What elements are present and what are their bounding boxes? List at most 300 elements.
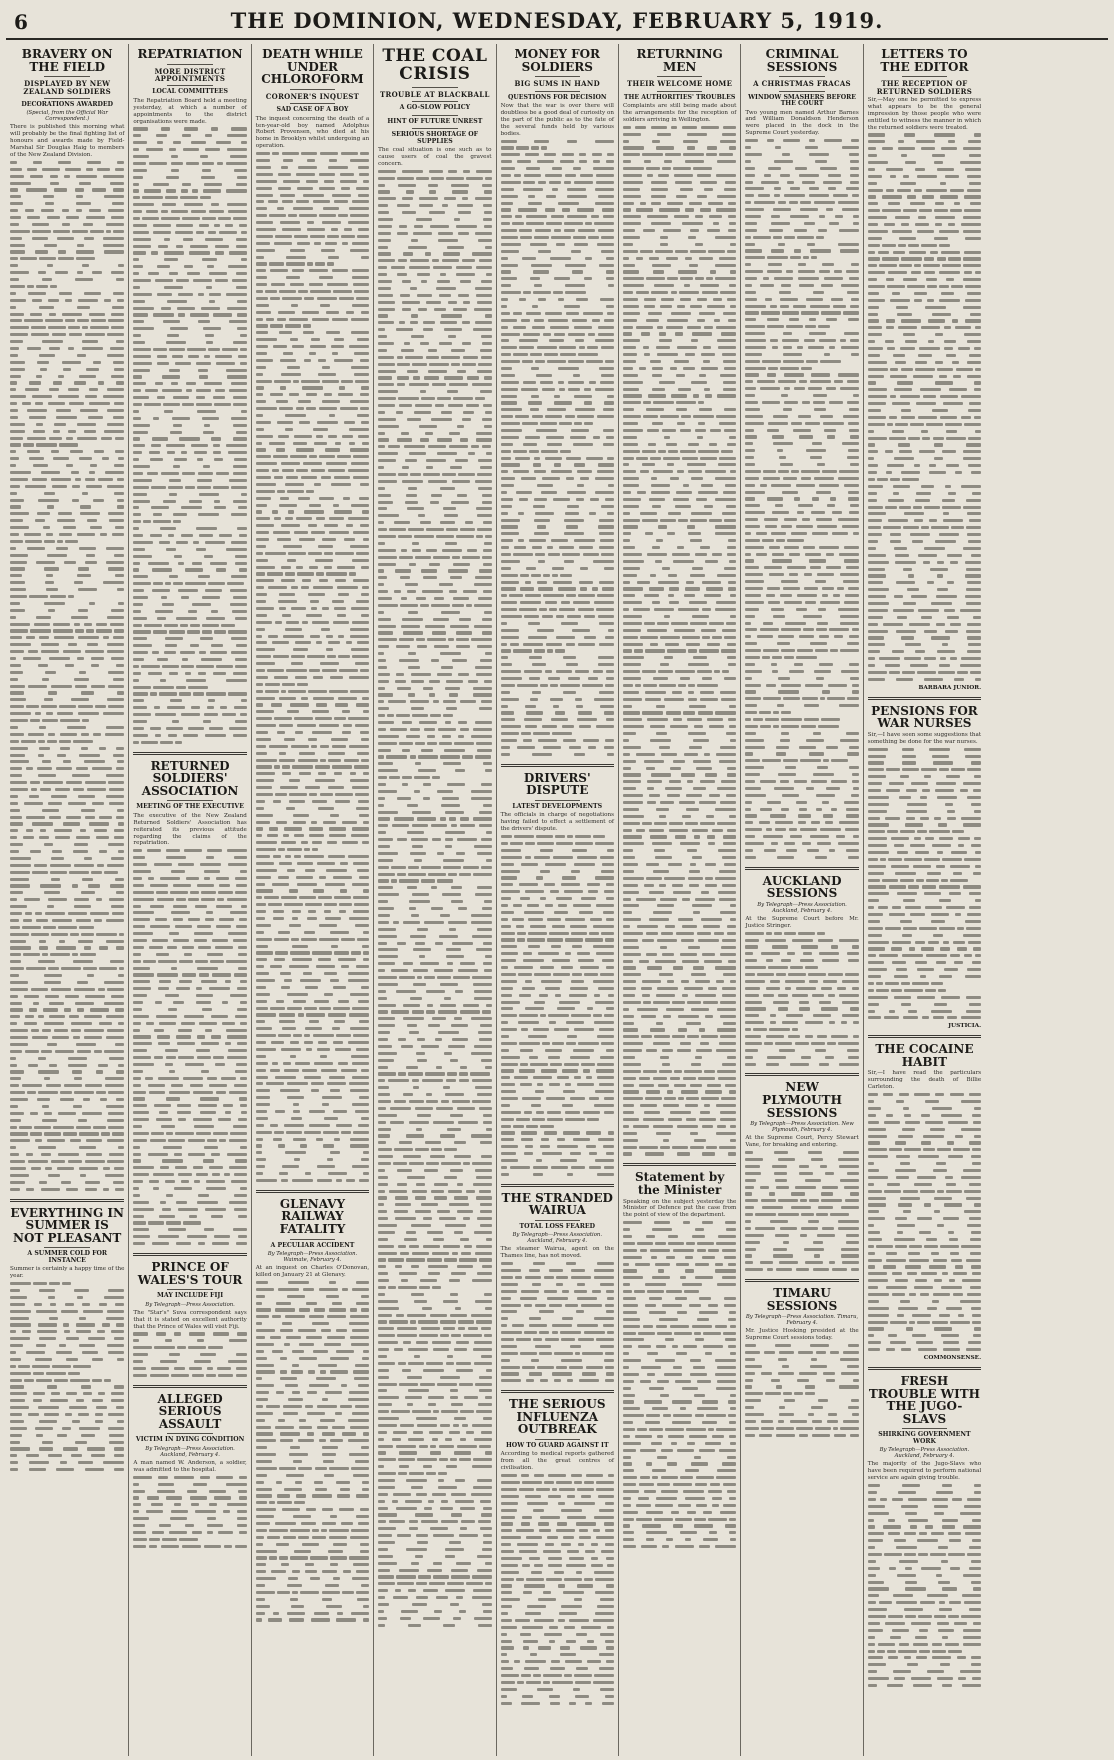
- text-line: [378, 595, 491, 602]
- text-line: [501, 1658, 614, 1665]
- article: [10, 1199, 124, 1474]
- text-line: [745, 509, 858, 516]
- text-line: [133, 999, 246, 1006]
- text-line: [868, 559, 981, 566]
- text-line: [378, 1112, 491, 1119]
- text-line: [745, 716, 858, 723]
- text-line: [745, 433, 858, 440]
- text-line: [745, 999, 858, 1006]
- text-line: [10, 400, 124, 407]
- article-byline: By Telegraph—Press Association. New Plymouth, February 4.: [750, 1121, 854, 1134]
- text-line: [378, 802, 491, 809]
- text-line: [378, 740, 491, 747]
- article: [501, 764, 614, 1178]
- text-line: [868, 1098, 981, 1105]
- text-line: [745, 957, 858, 964]
- article: [868, 48, 981, 691]
- text-line: [623, 420, 736, 427]
- text-line: [378, 1339, 491, 1346]
- headline-rule: [657, 91, 702, 92]
- text-line: [256, 1087, 369, 1094]
- text-line: [378, 1077, 491, 1084]
- text-line: [378, 1126, 491, 1133]
- text-line: [745, 792, 858, 799]
- text-line: [378, 230, 491, 237]
- text-line: [10, 524, 124, 531]
- text-line: [378, 1415, 491, 1422]
- text-line: [868, 1222, 981, 1229]
- text-line: [501, 1596, 614, 1603]
- text-line: [501, 406, 614, 413]
- text-line: [623, 682, 736, 689]
- text-line: [623, 406, 736, 413]
- text-line: [10, 1280, 124, 1287]
- text-line: [256, 1520, 369, 1527]
- article-text: There is published this morning what will probably be the final fighting list of honours and awards made by Field-Marshal Sir Douglas Haig to members of the New Zealand Division.: [10, 124, 125, 158]
- text-line: [256, 1492, 369, 1499]
- text-line: [10, 944, 124, 951]
- text-line: [10, 262, 124, 269]
- text-line: [745, 1383, 858, 1390]
- text-line: [133, 1040, 246, 1047]
- text-line: [501, 572, 614, 579]
- text-line: [10, 538, 124, 545]
- text-line: [868, 166, 981, 173]
- text-line: [745, 454, 858, 461]
- text-line: [745, 806, 858, 813]
- text-line: [10, 579, 124, 586]
- text-line: [623, 778, 736, 785]
- text-line: [133, 889, 246, 896]
- text-line: [133, 174, 246, 181]
- text-line: [868, 1544, 981, 1551]
- text-line: [501, 1067, 614, 1074]
- text-line: [10, 820, 124, 827]
- text-line: [868, 255, 981, 262]
- text-line: [623, 1006, 736, 1013]
- text-line: [10, 1165, 124, 1172]
- text-line: [868, 835, 981, 842]
- text-line: [623, 1536, 736, 1543]
- text-line: [133, 1089, 246, 1096]
- text-line: [378, 188, 491, 195]
- text-line: [133, 985, 246, 992]
- text-line: [501, 1288, 614, 1295]
- text-line: [256, 1368, 369, 1375]
- text-line: [256, 1582, 369, 1589]
- text-line: [256, 646, 369, 653]
- text-line: [745, 826, 858, 833]
- text-line: [133, 263, 246, 270]
- text-line: [501, 1555, 614, 1562]
- text-line: [501, 1302, 614, 1309]
- text-line: [10, 1062, 124, 1069]
- article-text: The majority of the Jugo-Slavs who have been required to perform national service are again giving trouble.: [867, 1461, 982, 1482]
- text-line: [501, 255, 614, 262]
- text-line: [623, 1075, 736, 1082]
- text-line: [501, 730, 614, 737]
- text-line: [745, 1370, 858, 1377]
- text-line: [256, 1451, 369, 1458]
- text-line: [501, 489, 614, 496]
- text-line: [501, 234, 614, 241]
- text-line: [745, 544, 858, 551]
- text-line: [256, 1177, 369, 1184]
- text-line: [256, 1293, 369, 1300]
- text-line: [10, 786, 124, 793]
- text-line: [256, 1053, 369, 1060]
- text-line: [10, 1452, 124, 1459]
- text-line: [623, 909, 736, 916]
- text-line: [10, 621, 124, 628]
- text-line: [378, 809, 491, 816]
- text-line: [623, 241, 736, 248]
- text-line: [501, 696, 614, 703]
- columns: [6, 44, 1108, 1756]
- text-line: [378, 1518, 491, 1525]
- article: [256, 48, 369, 1184]
- text-line: [623, 296, 736, 303]
- text-line: [501, 1693, 614, 1700]
- text-line: [868, 780, 981, 787]
- text-line: [378, 430, 491, 437]
- text-line: [10, 765, 124, 772]
- text-line: [10, 779, 124, 786]
- text-line: [10, 841, 124, 848]
- text-line: [10, 1117, 124, 1124]
- text-line: [501, 1603, 614, 1610]
- text-line: [745, 530, 858, 537]
- text-line: [256, 1499, 369, 1506]
- text-line: [868, 897, 981, 904]
- text-line: [623, 1405, 736, 1412]
- text-line: [378, 361, 491, 368]
- text-line: [623, 1267, 736, 1274]
- text-line: [256, 1596, 369, 1603]
- text-line: [378, 471, 491, 478]
- text-line: [501, 661, 614, 668]
- text-line: [501, 1617, 614, 1624]
- text-line: [378, 988, 491, 995]
- text-line: [501, 579, 614, 586]
- text-line: [256, 887, 369, 894]
- text-line: [745, 1418, 858, 1425]
- article-subheadline: CORONER'S INQUEST: [265, 91, 360, 101]
- text-line: [378, 1622, 491, 1629]
- text-line: [378, 1615, 491, 1622]
- text-line: [501, 1081, 614, 1088]
- text-line: [378, 285, 491, 292]
- text-line: [256, 357, 369, 364]
- text-line: [868, 200, 981, 207]
- text-line: [745, 737, 858, 744]
- text-line: [868, 808, 981, 815]
- text-line: [501, 957, 614, 964]
- text-line: [256, 378, 369, 385]
- text-line: [501, 1651, 614, 1658]
- text-line: [378, 1084, 491, 1091]
- article: [10, 48, 124, 1193]
- text-line: [133, 903, 246, 910]
- text-line: [378, 312, 491, 319]
- article-subheadline: SERIOUS SHORTAGE OF SUPPLIES: [391, 131, 479, 145]
- text-line: [868, 994, 981, 1001]
- text-line: [623, 517, 736, 524]
- text-line: [10, 1000, 124, 1007]
- text-line: [623, 827, 736, 834]
- article-headline: THE SERIOUS INFLUENZA OUTBREAK: [508, 1397, 606, 1437]
- text-line: [623, 1330, 736, 1337]
- text-line: [378, 1436, 491, 1443]
- text-line: [745, 1170, 858, 1177]
- text-line: [623, 882, 736, 889]
- text-line: [378, 829, 491, 836]
- text-line: [623, 1261, 736, 1268]
- text-line: [133, 553, 246, 560]
- text-line: [868, 207, 981, 214]
- text-line: [378, 1546, 491, 1553]
- text-line: [868, 579, 981, 586]
- text-line: [745, 654, 858, 661]
- text-line: [378, 643, 491, 650]
- text-line: [133, 449, 246, 456]
- text-line: [868, 1001, 981, 1008]
- text-line: [501, 868, 614, 875]
- text-line: [256, 1025, 369, 1032]
- text-line: [10, 1068, 124, 1075]
- text-line: [868, 331, 981, 338]
- text-line: [10, 1151, 124, 1158]
- text-line: [10, 965, 124, 972]
- text-line: [623, 289, 736, 296]
- text-line: [501, 1350, 614, 1357]
- text-line: [623, 896, 736, 903]
- text-line: [868, 746, 981, 753]
- text-line: [623, 1419, 736, 1426]
- text-line: [745, 750, 858, 757]
- text-line: [501, 1281, 614, 1288]
- text-line: [868, 1620, 981, 1627]
- text-line: [745, 778, 858, 785]
- text-line: [745, 1397, 858, 1404]
- text-line: [501, 1315, 614, 1322]
- text-line: [868, 1641, 981, 1648]
- text-line: [10, 676, 124, 683]
- text-line: [501, 1005, 614, 1012]
- text-line: [378, 1236, 491, 1243]
- headline-rule: [535, 1220, 580, 1221]
- text-line: [378, 1160, 491, 1167]
- text-line: [378, 202, 491, 209]
- text-line: [133, 463, 246, 470]
- article-text: Now that the war is over there will doubtless be a good deal of curiosity on the part of the public as to the fate of the several funds held by various bodies.: [500, 103, 614, 137]
- text-line: [623, 689, 736, 696]
- text-line: [378, 1222, 491, 1229]
- text-line: [501, 751, 614, 758]
- text-line: [378, 340, 491, 347]
- text-line: [10, 572, 124, 579]
- text-line: [745, 1033, 858, 1040]
- text-line: [745, 757, 858, 764]
- headline-rule: [412, 128, 457, 129]
- text-line: [256, 1279, 369, 1286]
- text-line: [745, 599, 858, 606]
- text-line: [868, 801, 981, 808]
- headline-rule: [535, 1439, 580, 1440]
- text-line: [868, 753, 981, 760]
- text-line: [868, 1682, 981, 1689]
- text-line: [868, 773, 981, 780]
- text-line: [868, 290, 981, 297]
- text-line: [133, 566, 246, 573]
- text-line: [133, 896, 246, 903]
- text-line: [133, 1233, 246, 1240]
- text-line: [868, 662, 981, 669]
- text-line: [868, 621, 981, 628]
- text-line: [10, 331, 124, 338]
- text-line: [501, 475, 614, 482]
- article-text: Sir,—I have read the particulars surrounding the death of Billie Carleton.: [867, 1070, 982, 1091]
- text-line: [10, 366, 124, 373]
- text-line: [10, 248, 124, 255]
- text-line: [623, 1137, 736, 1144]
- text-line: [256, 1355, 369, 1362]
- text-line: [501, 310, 614, 317]
- text-line: [378, 1553, 491, 1560]
- text-line: [378, 333, 491, 340]
- text-line: [745, 633, 858, 640]
- text-line: [868, 911, 981, 918]
- text-line: [256, 970, 369, 977]
- text-line: [10, 862, 124, 869]
- text-line: [133, 291, 246, 298]
- article-headline: Statement by the Minister: [634, 1170, 725, 1197]
- text-line: [745, 688, 858, 695]
- text-line: [256, 881, 369, 888]
- text-line: [745, 199, 858, 206]
- text-line: [378, 554, 491, 561]
- text-line: [745, 137, 858, 144]
- article-subheadline: DECORATIONS AWARDED: [21, 100, 113, 108]
- text-line: [868, 1174, 981, 1181]
- text-line: [133, 249, 246, 256]
- text-line: [378, 760, 491, 767]
- text-line: [10, 503, 124, 510]
- article-headline: EVERYTHING IN SUMMER IS NOT PLEASANT: [10, 1205, 125, 1245]
- text-line: [745, 1054, 858, 1061]
- text-line: [868, 235, 981, 242]
- text-line: [378, 499, 491, 506]
- text-line: [133, 1219, 246, 1226]
- text-line: [133, 532, 246, 539]
- text-line: [378, 1387, 491, 1394]
- text-line: [10, 793, 124, 800]
- article-text: The Repatriation Board held a meeting yesterday, at which a number of appointments to the district organisations were made.: [133, 97, 247, 125]
- text-line: [256, 839, 369, 846]
- text-line: [868, 1195, 981, 1202]
- text-line: [133, 725, 246, 732]
- text-line: [623, 138, 736, 145]
- text-line: [623, 847, 736, 854]
- text-line: [868, 1585, 981, 1592]
- text-line: [868, 676, 981, 683]
- text-line: [868, 1675, 981, 1682]
- text-line: [133, 367, 246, 374]
- text-line: [378, 216, 491, 223]
- text-line: [378, 974, 491, 981]
- text-line: [10, 200, 124, 207]
- text-line: [868, 1668, 981, 1675]
- text-line: [256, 660, 369, 667]
- text-line: [868, 414, 981, 421]
- text-line: [133, 684, 246, 691]
- text-line: [256, 267, 369, 274]
- text-line: [868, 1284, 981, 1291]
- text-line: [623, 730, 736, 737]
- text-line: [133, 415, 246, 422]
- text-line: [501, 592, 614, 599]
- text-line: [745, 537, 858, 544]
- text-line: [10, 159, 124, 166]
- text-line: [501, 468, 614, 475]
- text-line: [133, 1137, 246, 1144]
- text-line: [868, 193, 981, 200]
- text-line: [133, 1068, 246, 1075]
- text-line: [501, 895, 614, 902]
- text-line: [133, 394, 246, 401]
- text-line: [623, 579, 736, 586]
- text-line: [378, 995, 491, 1002]
- article-text: The officials in charge of negotiations having failed to effect a settlement of the drivers' dispute.: [500, 812, 614, 833]
- text-line: [623, 1509, 736, 1516]
- text-line: [10, 1124, 124, 1131]
- text-line: [256, 481, 369, 488]
- text-line: [10, 1294, 124, 1301]
- text-line: [745, 495, 858, 502]
- text-line: [745, 812, 858, 819]
- column-7: [740, 44, 862, 1756]
- text-line: [10, 1308, 124, 1315]
- text-line: [10, 593, 124, 600]
- text-line: [868, 1503, 981, 1510]
- text-line: [256, 557, 369, 564]
- text-line: [133, 1061, 246, 1068]
- text-line: [745, 1047, 858, 1054]
- text-line: [501, 413, 614, 420]
- article: [501, 48, 614, 758]
- text-line: [501, 1095, 614, 1102]
- text-line: [10, 1321, 124, 1328]
- text-line: [256, 1589, 369, 1596]
- article-divider: [501, 1184, 614, 1187]
- article-text: Sir,—May one be permitted to express what appears to be the general impression by those people who were entitled to witness the manner in which the returned soldiers were treated.: [867, 96, 982, 131]
- text-line: [378, 1560, 491, 1567]
- text-line: [133, 167, 246, 174]
- text-line: [378, 1346, 491, 1353]
- text-line: [623, 1516, 736, 1523]
- text-line: [623, 716, 736, 723]
- text-line: [10, 1096, 124, 1103]
- text-line: [623, 999, 736, 1006]
- text-line: [256, 1513, 369, 1520]
- text-line: [133, 847, 246, 854]
- text-line: [501, 523, 614, 530]
- text-line: [256, 695, 369, 702]
- text-line: [745, 289, 858, 296]
- text-line: [745, 268, 858, 275]
- text-line: [256, 1136, 369, 1143]
- text-line: [501, 1074, 614, 1081]
